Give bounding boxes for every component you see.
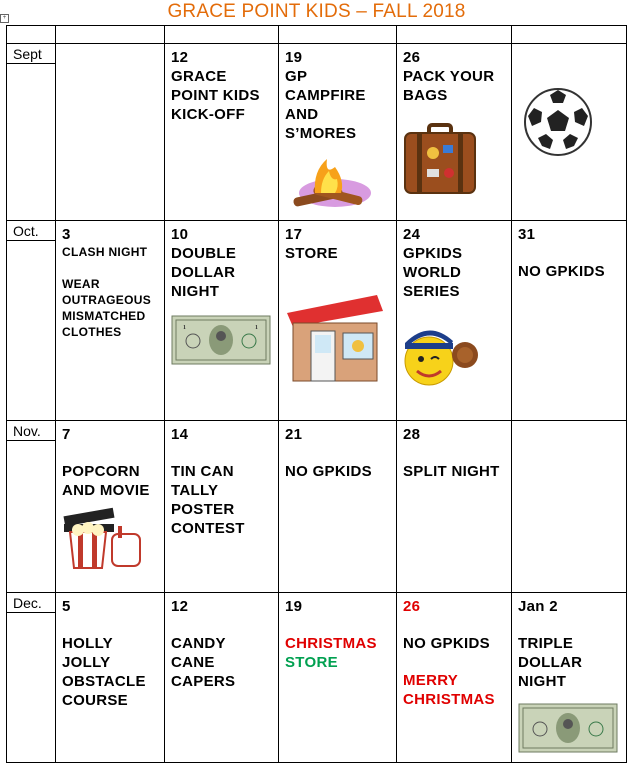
event-text: WEAR OUTRAGEOUS MISMATCHED CLOTHES <box>62 277 152 339</box>
date-number: 28 <box>403 426 421 443</box>
event-text: STORE <box>285 654 338 671</box>
store-icon <box>285 291 390 388</box>
day-cell <box>397 221 512 421</box>
date-number: 5 <box>62 598 71 615</box>
campfire-icon <box>285 153 390 216</box>
month-label: Oct. <box>7 221 55 241</box>
day-cell <box>165 421 279 593</box>
date-number: 26 <box>403 49 421 66</box>
day-cell <box>279 421 397 593</box>
header-row <box>7 26 627 44</box>
day-cell <box>512 593 627 763</box>
week-row-nov <box>7 421 627 593</box>
event-text: CLASH NIGHT <box>62 245 148 259</box>
event-text: NO GPKIDS <box>403 635 490 652</box>
date-number: 19 <box>285 49 303 66</box>
date-number: 24 <box>403 226 421 243</box>
day-cell <box>279 593 397 763</box>
month-label: Nov. <box>7 421 55 441</box>
event-text: SPLIT NIGHT <box>403 463 500 480</box>
date-number: Jan 2 <box>518 598 558 615</box>
week-row-dec <box>7 593 627 763</box>
event-text: NO GPKIDS <box>518 263 605 280</box>
dollar-bill-icon <box>518 703 620 758</box>
event-text: POPCORN AND MOVIE <box>62 463 150 499</box>
event-text: DOUBLE DOLLAR NIGHT <box>171 245 237 300</box>
day-cell <box>512 44 627 221</box>
event-text: TRIPLE DOLLAR NIGHT <box>518 635 583 690</box>
day-cell <box>56 421 165 593</box>
event-text: PACK YOUR BAGS <box>403 68 495 104</box>
day-cell <box>56 221 165 421</box>
event-text: NO GPKIDS <box>285 463 372 480</box>
date-number: 12 <box>171 49 189 66</box>
event-text: HOLLY JOLLY OBSTACLE COURSE <box>62 635 146 709</box>
date-number: 17 <box>285 226 303 243</box>
day-cell <box>397 593 512 763</box>
date-number: 31 <box>518 226 536 243</box>
date-number: 26 <box>403 598 421 615</box>
event-text: TIN CAN TALLY POSTER CONTEST <box>171 463 245 537</box>
day-cell <box>56 593 165 763</box>
day-cell <box>165 221 279 421</box>
day-cell <box>279 44 397 221</box>
page-title: GRACE POINT KIDS – FALL 2018 <box>167 1 466 22</box>
day-cell <box>512 221 627 421</box>
suitcase-icon <box>403 123 505 200</box>
event-text: CHRISTMAS <box>285 635 377 652</box>
week-row-sept <box>7 44 627 221</box>
day-cell <box>165 593 279 763</box>
soccer-ball-icon <box>522 86 620 163</box>
day-cell <box>279 221 397 421</box>
day-cell <box>397 44 512 221</box>
month-label: Sept <box>7 44 55 64</box>
month-label: Dec. <box>7 593 55 613</box>
date-number: 10 <box>171 226 189 243</box>
day-cell <box>165 44 279 221</box>
event-text: GP CAMPFIRE AND S’MORES <box>285 68 366 142</box>
date-number: 14 <box>171 426 189 443</box>
date-number: 19 <box>285 598 303 615</box>
dollar-bill-icon <box>171 315 272 370</box>
date-number: 21 <box>285 426 303 443</box>
day-cell <box>512 421 627 593</box>
date-number: 7 <box>62 426 71 443</box>
week-row-oct <box>7 221 627 421</box>
day-cell <box>56 44 165 221</box>
date-number: 12 <box>171 598 189 615</box>
date-number: 3 <box>62 226 71 243</box>
svg-text:1: 1 <box>255 325 259 331</box>
svg-text:1: 1 <box>183 325 187 331</box>
day-cell <box>397 421 512 593</box>
popcorn-movie-icon <box>62 506 158 575</box>
event-text: GRACE POINT KIDS KICK-OFF <box>171 68 260 123</box>
event-text: STORE <box>285 245 338 262</box>
event-text: GPKIDS WORLD SERIES <box>403 245 463 300</box>
table-anchor-icon[interactable]: + <box>0 14 9 23</box>
calendar-table <box>6 25 627 763</box>
event-text: MERRY CHRISTMAS <box>403 672 495 708</box>
baseball-smiley-icon <box>403 319 505 396</box>
event-text: CANDY CANE CAPERS <box>171 635 236 690</box>
